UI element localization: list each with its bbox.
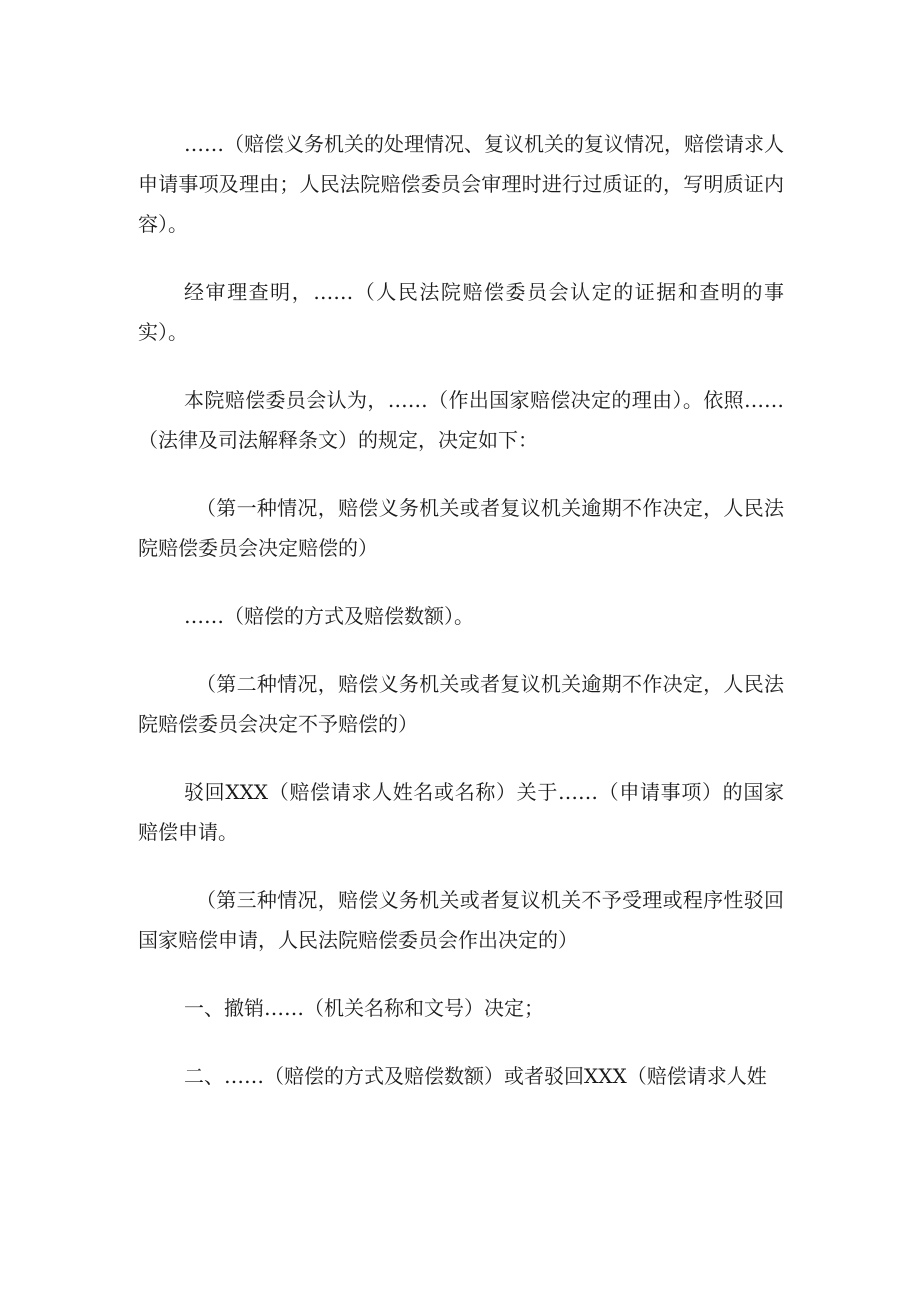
paragraph-item-two: 二、……（赔偿的方式及赔偿数额）或者驳回XXX（赔偿请求人姓 xyxy=(184,1064,767,1088)
paragraph-case-one-note: （第一种情况，赔偿义务机关或者复议机关逾期不作决定，人民法院赔偿委员会决定赔偿的） xyxy=(138,496,784,560)
document-body xyxy=(138,124,784,1124)
paragraph-case-two-note: （第二种情况，赔偿义务机关或者复议机关逾期不作决定，人民法院赔偿委员会决定不予赔偿的） xyxy=(138,672,784,736)
paragraph-case-three-note: （第三种情况，赔偿义务机关或者复议机关不予受理或程序性驳回国家赔偿申请，人民法院赔偿委员会作出决定的） xyxy=(138,888,784,952)
paragraph-reject-application: 驳回XXX（赔偿请求人姓名或名称）关于……（申请事项）的国家赔偿申请。 xyxy=(138,780,784,844)
paragraph-handling-situation: ……（赔偿义务机关的处理情况、复议机关的复议情况，赔偿请求人申请事项及理由；人民法院赔偿委员会审理时进行过质证的，写明质证内容）。 xyxy=(138,132,784,236)
paragraph-facts-found: 经审理查明，……（人民法院赔偿委员会认定的证据和查明的事实）。 xyxy=(138,280,784,344)
paragraph-compensation-amount: ……（赔偿的方式及赔偿数额）。 xyxy=(184,604,474,628)
paragraph-reasons-decision: 本院赔偿委员会认为，……（作出国家赔偿决定的理由）。依照……（法律及司法解释条文）的规定，决定如下： xyxy=(138,388,784,452)
paragraph-item-one: 一、撤销……（机关名称和文号）决定； xyxy=(184,996,544,1020)
